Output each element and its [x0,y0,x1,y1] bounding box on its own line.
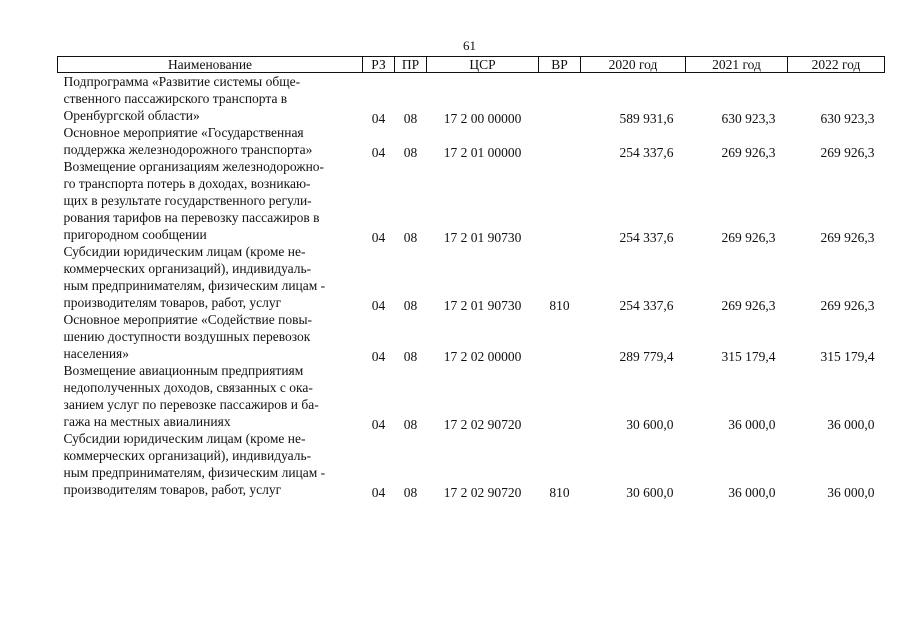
row-amount-2022: 269 926,3 [820,298,875,313]
row-pr: 08 [403,111,418,126]
row-csr: 17 2 01 00000 [443,145,522,160]
row-amount-2021: 36 000,0 [728,417,776,432]
row-rz: 04 [371,298,386,313]
row-amount-2020: 30 600,0 [626,417,674,432]
row-amount-2022: 36 000,0 [827,485,875,500]
header-row [58,57,885,73]
row-name: Основное мероприятие «Содействие повы- шению доступности воздушных перевозок населения» [63,312,313,361]
row-amount-2021: 269 926,3 [721,298,776,313]
row-csr: 17 2 01 90730 [443,230,522,245]
row-amount-2021: 269 926,3 [721,145,776,160]
header-rz: РЗ [363,57,395,73]
row-name: Возмещение авиационным предприятиям недополученных доходов, связанных с ока- занием услуг по перевозке пассажиров и ба- гажа на местных авиалиниях [63,363,319,429]
row-name: Основное мероприятие «Государственная поддержка железнодорожного транспорта» [63,125,313,157]
row-vr [539,76,581,128]
row-rz: 04 [371,111,386,126]
row-name: Субсидии юридическим лицам (кроме не- коммерческих организаций), индивидуаль- ным предпринимателям, физическим лицам - производителям товаров, работ, услуг [63,431,326,497]
row-csr: 17 2 00 00000 [443,111,522,126]
row-vr [539,127,581,161]
table-row [58,158,885,243]
row-vr [539,161,581,246]
header-2022: 2022 год [788,57,885,73]
row-amount-2021: 630 923,3 [721,111,776,126]
header-vr: ВР [539,57,581,73]
row-pr: 08 [403,230,418,245]
row-rz: 04 [371,230,386,245]
row-rz: 04 [371,417,386,432]
row-rz: 04 [371,145,386,160]
row-amount-2021: 36 000,0 [728,485,776,500]
row-amount-2020: 254 337,6 [619,145,674,160]
row-rz: 04 [371,485,386,500]
row-vr [539,314,581,365]
row-amount-2021: 269 926,3 [721,230,776,245]
row-csr: 17 2 02 00000 [443,349,522,364]
row-amount-2022: 269 926,3 [820,230,875,245]
header-pr: ПР [395,57,427,73]
row-pr: 08 [403,145,418,160]
row-vr [539,365,581,433]
row-csr: 17 2 02 90720 [443,485,522,500]
row-pr: 08 [403,417,418,432]
row-rz: 04 [371,349,386,364]
row-vr: 810 [549,485,570,500]
table-row [58,124,885,158]
row-amount-2022: 315 179,4 [820,349,875,364]
row-amount-2022: 630 923,3 [820,111,875,126]
row-name: Подпрограмма «Развитие системы обще- ственного пассажирского транспорта в Оренбургской области» [63,74,301,123]
table-row [58,430,885,498]
row-pr: 08 [403,485,418,500]
row-pr: 08 [403,298,418,313]
row-amount-2020: 589 931,6 [619,111,674,126]
budget-table [57,56,885,498]
row-amount-2020: 289 779,4 [619,349,674,364]
row-csr: 17 2 02 90720 [443,417,522,432]
header-2020: 2020 год [581,57,686,73]
header-2021: 2021 год [686,57,788,73]
row-name: Возмещение организациям железнодорожно- го транспорта потерь в доходах, возникаю- щих в результате государственного регули- рования тарифов на перевозку пассажиров в пригородном сообщении [63,159,325,242]
row-csr: 17 2 01 90730 [443,298,522,313]
row-amount-2022: 269 926,3 [820,145,875,160]
row-amount-2020: 30 600,0 [626,485,674,500]
row-amount-2020: 254 337,6 [619,298,674,313]
table-row [58,243,885,311]
row-amount-2020: 254 337,6 [619,230,674,245]
row-pr: 08 [403,349,418,364]
row-name: Субсидии юридическим лицам (кроме не- коммерческих организаций), индивидуаль- ным предпринимателям, физическим лицам - производителям товаров, работ, услуг [63,244,326,310]
row-vr: 810 [549,298,570,313]
header-csr: ЦСР [427,57,539,73]
table-row [58,362,885,430]
table-body [58,73,885,499]
table-row [58,73,885,125]
table-row [58,311,885,362]
row-amount-2022: 36 000,0 [827,417,875,432]
page-number: 61 [463,38,476,53]
header-name: Наименование [58,57,363,73]
row-amount-2021: 315 179,4 [721,349,776,364]
